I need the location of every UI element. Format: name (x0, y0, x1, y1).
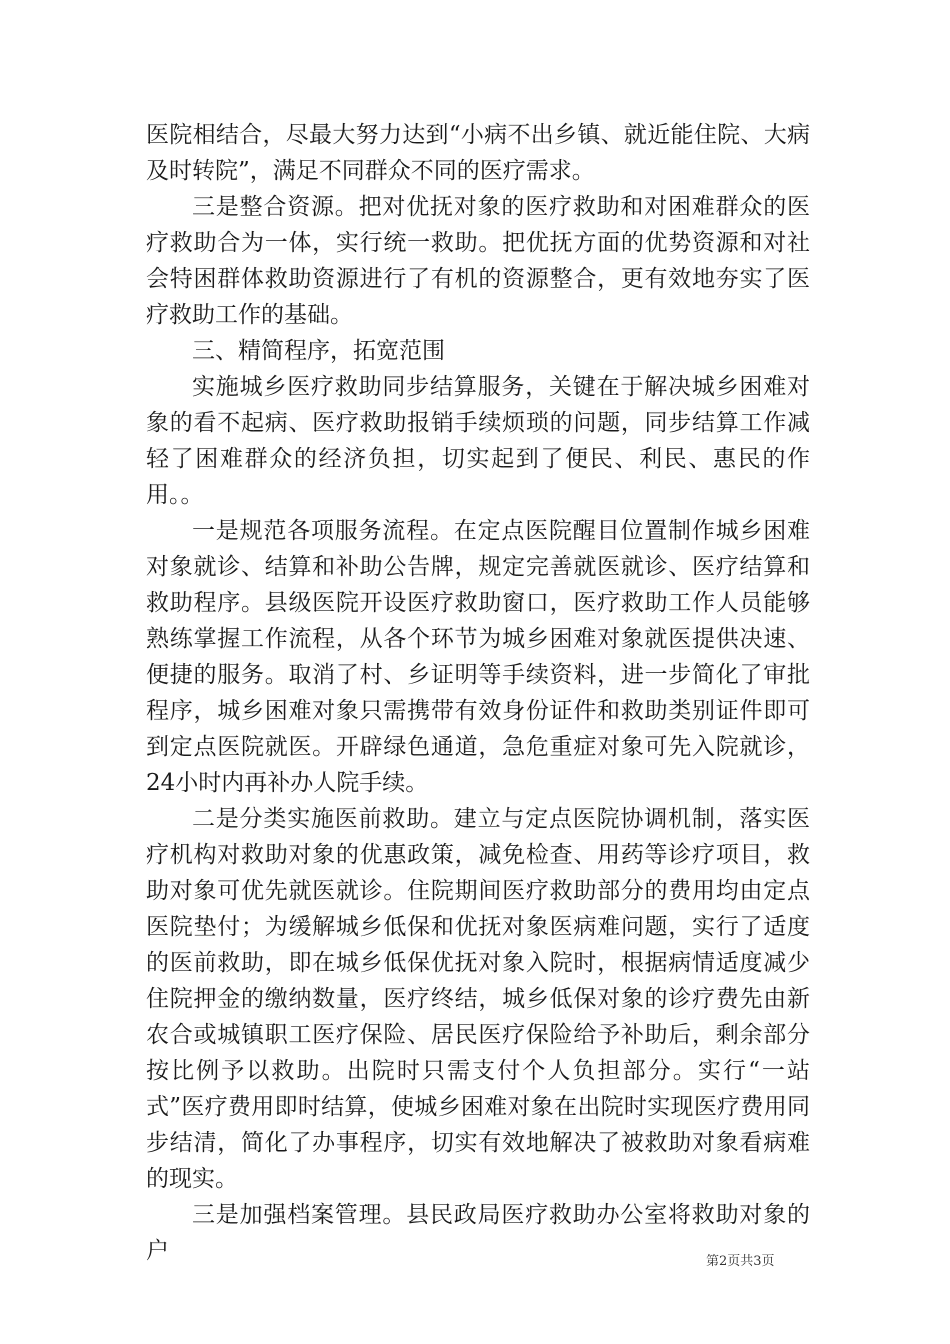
paragraph-4: 实施城乡医疗救助同步结算服务，关键在于解决城乡困难对象的看不起病、医疗救助报销手续烦琐的问题，同步结算工作减轻了困难群众的经济负担，切实起到了便民、利民、惠民的作用。。 (146, 374, 810, 508)
document-body (146, 117, 810, 1269)
page-number-footer: 第2页共3页 (706, 1254, 775, 1269)
paragraph-2: 三是整合资源。把对优抚对象的医疗救助和对困难群众的医疗救助合为一体，实行统一救助。把优抚方面的优势资源和对社会特困群体救助资源进行了有机的资源整合，更有效地夯实了医疗救助工作的基础。 (146, 194, 810, 328)
paragraph-5: 一是规范各项服务流程。在定点医院醒目位置制作城乡困难对象就诊、结算和补助公告牌，规定完善就医就诊、医疗结算和救助程序。县级医院开设医疗救助窗口，医疗救助工作人员能够熟练掌握工作流程，从各个环节为城乡困难对象就医提供决速、便捷的服务。取消了村、乡证明等手续资料，进一步简化了审批程序，城乡困难对象只需携带有效身份证件和救助类别证件即可到定点医院就医。开辟绿色通道，急危重症对象可先入院就诊，24小时内再补办人院手续。 (146, 518, 810, 796)
section-heading: 三、精简程序，拓宽范围 (192, 338, 445, 364)
paragraph-7: 三是加强档案管理。县民政局医疗救助办公室将救助对象的户 (146, 1202, 810, 1264)
paragraph-1: 医院相结合，尽最大努力达到“小病不出乡镇、就近能住院、大病及时转院”，满足不同群众不同的医疗需求。 (146, 122, 810, 184)
paragraph-6: 二是分类实施医前救助。建立与定点医院协调机制，落实医疗机构对救助对象的优惠政策，减免检查、用药等诊疗项目，救助对象可优先就医就诊。住院期间医疗救助部分的费用均由定点医院垫付；为缓解城乡低保和优抚对象医病难问题，实行了适度的医前救助，即在城乡低保优抚对象入院时，根据病情适度减少住院押金的缴纳数量，医疗终结，城乡低保对象的诊疗费先由新农合或城镇职工医疗保险、居民医疗保险给予补助后，剩余部分按比例予以救助。出院时只需支付个人负担部分。实行“一站式”医疗费用即时结算，使城乡困难对象在出院时实现医疗费用同步结清，简化了办事程序，切实有效地解决了被救助对象看病难的现实。 (146, 806, 810, 1192)
